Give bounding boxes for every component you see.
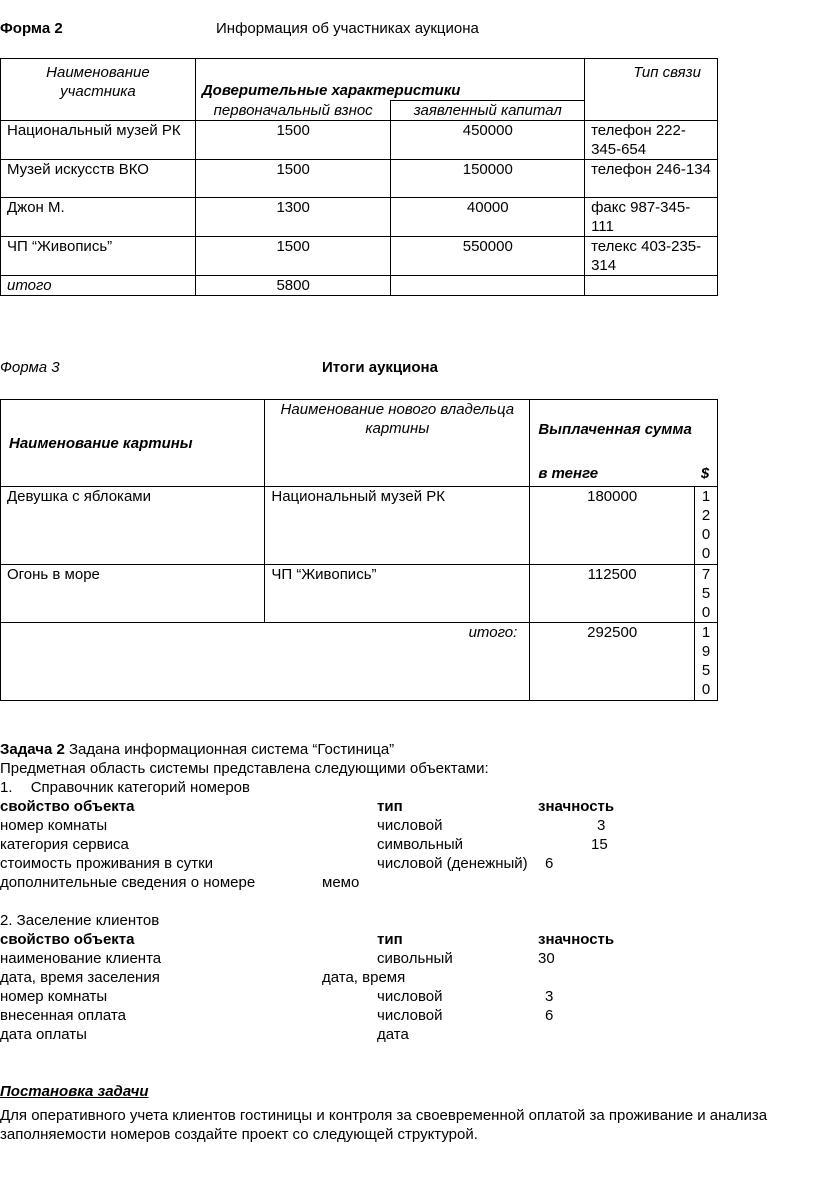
obj2-type: сивольный [377,950,453,967]
obj1-type: символьный [377,836,464,853]
obj2-prop: номер комнаты [0,988,108,1005]
total-row [1,623,718,701]
obj1-size: 6 [545,855,554,872]
obj2-prop: дата, время заселения [0,969,160,986]
participants-table [0,58,718,296]
obj2-prop: дата оплаты [0,1026,87,1043]
task2-heading [0,740,394,759]
initial-fee: 1500 [195,237,391,276]
picture-name: Огонь в море [1,565,265,623]
total-label: итого [1,276,196,296]
paid-tenge: 112500 [530,565,695,623]
total-dollar: 1950 [694,623,717,701]
obj2-type: числовой [377,1007,443,1024]
obj1-type: мемо [322,874,360,891]
obj1-title: Справочник категорий номеров [30,779,250,796]
obj1-size: 3 [597,817,606,834]
new-owner: Национальный музей РК [265,487,530,565]
declared-capital: 150000 [391,160,585,198]
total-tenge: 292500 [530,623,695,701]
obj2-col-prop: свойство объекта [0,931,135,948]
initial-fee: 1300 [195,198,391,237]
table-row [1,565,718,623]
task2-subject: Предметная область системы представлена следующими объектами: [0,760,489,777]
form3-label: Форма 3 [0,359,60,376]
obj2-prop: наименование клиента [0,950,162,967]
table-row [1,198,718,237]
declared-capital: 550000 [391,237,585,276]
head-contact-type: Тип связи [585,59,718,121]
picture-name: Девушка с яблоками [1,487,265,565]
head-participant-name: Наименование участника [1,59,196,121]
table-row [1,487,718,565]
participant-name: Музей искусств ВКО [1,160,196,198]
obj2-title: 2. Заселение клиентов [0,912,160,929]
obj2-size: 6 [545,1007,554,1024]
form2-label: Форма 2 [0,20,63,37]
task2-intro: Задана информационная система “Гостиница” [68,741,395,758]
paid-tenge: 180000 [530,487,695,565]
task2-title: Задача 2 [0,741,65,758]
table-row [1,121,718,160]
obj1-prop: стоимость проживания в сутки [0,855,214,872]
head-dollar: $ [700,465,710,482]
obj1-num: 1. [0,779,13,796]
head-tenge: в тенге [538,465,599,482]
contact: факс 987-345-111 [585,198,718,237]
paid-dollar: 750 [694,565,717,623]
head-picture-name: Наименование картины [1,400,265,487]
obj1-heading [0,778,250,797]
total-value: 5800 [195,276,391,296]
declared-capital: 450000 [391,121,585,160]
obj2-col-size: значность [538,931,615,948]
obj2-col-type: тип [377,931,403,948]
contact: телефон 222-345-654 [585,121,718,160]
contact: телекс 403-235-314 [585,237,718,276]
statement-line-1: Для оперативного учета клиентов гостиницы и контроля за своевременной оплатой за проживание и анализа [0,1107,768,1124]
new-owner: ЧП “Живопись” [265,565,530,623]
obj1-col-type: тип [377,798,403,815]
obj1-col-size: значность [538,798,615,815]
contact: телефон 246-134 [585,160,718,198]
head-initial-fee: первоначальный взнос [195,101,391,121]
head-new-owner: Наименование нового владельца картины [265,400,530,487]
participant-name: Джон М. [1,198,196,237]
head-paid-amount: Выплаченная сумма [538,421,692,438]
initial-fee: 1500 [195,121,391,160]
obj2-size: 30 [538,950,555,967]
obj2-prop: внесенная оплата [0,1007,126,1024]
obj2-type: дата, время [322,969,406,986]
obj2-size: 3 [545,988,554,1005]
total-label: итого: [1,623,530,701]
obj2-type: числовой [377,988,443,1005]
paid-dollar: 1200 [694,487,717,565]
obj2-type: дата [377,1026,409,1043]
statement-title: Постановка задачи [0,1083,149,1100]
table-row [1,237,718,276]
form3-title: Итоги аукциона [322,359,438,376]
participant-name: Национальный музей РК [1,121,196,160]
obj1-type: числовой [377,817,443,834]
obj1-size: 15 [591,836,608,853]
obj1-prop: дополнительные сведения о номере [0,874,256,891]
head-declared-capital: заявленный капитал [391,101,585,121]
obj1-col-prop: свойство объекта [0,798,135,815]
statement-line-2: заполняемости номеров создайте проект со следующей структурой. [0,1126,478,1143]
obj1-prop: категория сервиса [0,836,129,853]
obj1-type: числовой (денежный) [377,855,528,872]
declared-capital: 40000 [391,198,585,237]
total-row [1,276,718,296]
auction-results-table [0,399,718,701]
head-trust-group: Доверительные характеристики [195,59,584,101]
form2-title: Информация об участниках аукциона [216,20,479,37]
initial-fee: 1500 [195,160,391,198]
obj1-prop: номер комнаты [0,817,108,834]
participant-name: ЧП “Живопись” [1,237,196,276]
table-row [1,160,718,198]
head-paid-amount-group [530,400,718,487]
